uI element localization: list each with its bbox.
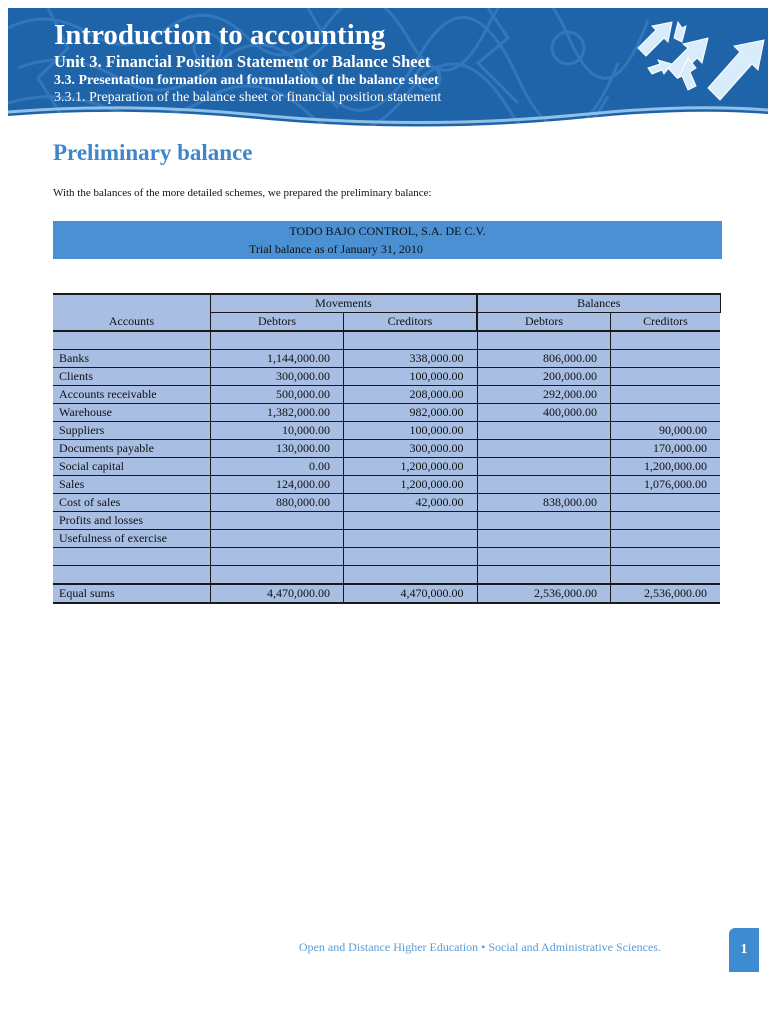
account-cell: Sales [53,476,211,494]
account-cell [53,331,211,350]
balances-debtors-cell [477,548,611,566]
movements-creditors-cell [344,548,478,566]
account-cell: Cost of sales [53,494,211,512]
balances-creditors-cell [611,368,721,386]
table-row [53,404,720,422]
table-row [53,566,720,585]
totals-row [53,584,720,603]
balances-debtors-cell [477,476,611,494]
movements-debtors-cell [211,548,344,566]
arrows-graphic-icon [608,8,768,108]
accounts-header: Accounts [53,294,211,331]
balances-debtors-cell [477,422,611,440]
account-cell: Clients [53,368,211,386]
movements-debtors-cell: 0.00 [211,458,344,476]
balances-creditors-cell: 170,000.00 [611,440,721,458]
account-cell: Accounts receivable [53,386,211,404]
table-row [53,440,720,458]
movements-creditors-cell: 4,470,000.00 [344,584,478,603]
trial-balance-date: Trial balance as of January 31, 2010 [249,242,423,256]
balances-creditors-cell: 90,000.00 [611,422,721,440]
movements-debtors-cell [211,566,344,585]
movements-debtors-cell [211,331,344,350]
balances-creditors-cell [611,512,721,530]
account-cell: Usefulness of exercise [53,530,211,548]
account-cell [53,548,211,566]
intro-paragraph: With the balances of the more detailed schemes, we prepared the preliminary balance: [53,187,432,199]
movements-creditors-cell [344,566,478,585]
page-heading: Preliminary balance [53,140,253,165]
section-title: 3.3. Presentation formation and formulation of the balance sheet [54,73,439,88]
table-row [53,458,720,476]
table-row [53,422,720,440]
balances-debtors-cell [477,512,611,530]
table-row [53,530,720,548]
balances-debtors-cell: 2,536,000.00 [477,584,611,603]
movements-debtors-cell: 4,470,000.00 [211,584,344,603]
balances-debtors-cell: 200,000.00 [477,368,611,386]
page-number: 1 [729,928,759,972]
table-row [53,476,720,494]
movements-creditors-cell [344,512,478,530]
account-cell: Documents payable [53,440,211,458]
account-cell: Suppliers [53,422,211,440]
movements-creditors-cell: 100,000.00 [344,422,478,440]
balances-creditors-header: Creditors [611,313,721,332]
subsection-title: 3.3.1. Preparation of the balance sheet or financial position statement [54,90,442,105]
movements-debtors-cell: 1,144,000.00 [211,350,344,368]
movements-creditors-cell: 338,000.00 [344,350,478,368]
table-row [53,331,720,350]
movements-debtors-header: Debtors [211,313,344,332]
movements-creditors-cell: 100,000.00 [344,368,478,386]
balances-debtors-cell [477,458,611,476]
balances-creditors-cell: 1,200,000.00 [611,458,721,476]
movements-creditors-cell: 208,000.00 [344,386,478,404]
table-row [53,512,720,530]
table-row [53,350,720,368]
table-row [53,494,720,512]
balances-debtors-cell [477,566,611,585]
document-title: Introduction to accounting [54,19,386,51]
banner-text [54,20,441,106]
balances-debtors-cell [477,440,611,458]
balances-creditors-cell: 1,076,000.00 [611,476,721,494]
movements-debtors-cell: 124,000.00 [211,476,344,494]
account-cell: Social capital [53,458,211,476]
balances-debtors-header: Debtors [477,313,611,332]
movements-debtors-cell: 1,382,000.00 [211,404,344,422]
account-cell: Equal sums [53,584,211,603]
balances-creditors-cell [611,386,721,404]
balances-creditors-cell [611,548,721,566]
account-cell: Profits and losses [53,512,211,530]
movements-debtors-cell: 130,000.00 [211,440,344,458]
table-row [53,548,720,566]
movements-debtors-cell [211,530,344,548]
balances-debtors-cell: 806,000.00 [477,350,611,368]
balances-creditors-cell [611,350,721,368]
balances-creditors-cell [611,494,721,512]
movements-creditors-header: Creditors [344,313,478,332]
balances-header: Balances [477,294,720,313]
balances-debtors-cell: 400,000.00 [477,404,611,422]
movements-debtors-cell: 880,000.00 [211,494,344,512]
balances-debtors-cell: 838,000.00 [477,494,611,512]
balances-creditors-cell [611,404,721,422]
balances-creditors-cell [611,530,721,548]
movements-creditors-cell [344,331,478,350]
movements-creditors-cell: 1,200,000.00 [344,476,478,494]
balances-creditors-cell: 2,536,000.00 [611,584,721,603]
balances-debtors-cell: 292,000.00 [477,386,611,404]
table-row [53,386,720,404]
header-banner [8,8,768,136]
account-cell: Banks [53,350,211,368]
account-cell: Warehouse [53,404,211,422]
company-header-box [53,221,722,259]
company-name: TODO BAJO CONTROL, S.A. DE C.V. [289,224,486,238]
table-row [53,368,720,386]
balances-debtors-cell [477,331,611,350]
footer-text: Open and Distance Higher Education • Social and Administrative Sciences. [298,940,661,954]
movements-creditors-cell [344,530,478,548]
movements-debtors-cell [211,512,344,530]
movements-creditors-cell: 300,000.00 [344,440,478,458]
movements-debtors-cell: 10,000.00 [211,422,344,440]
balances-debtors-cell [477,530,611,548]
movements-creditors-cell: 1,200,000.00 [344,458,478,476]
movements-creditors-cell: 982,000.00 [344,404,478,422]
trial-balance-table [53,293,721,604]
account-cell [53,566,211,585]
movements-creditors-cell: 42,000.00 [344,494,478,512]
balances-creditors-cell [611,331,721,350]
movements-header: Movements [211,294,478,313]
unit-title: Unit 3. Financial Position Statement or Balance Sheet [54,52,431,71]
movements-debtors-cell: 500,000.00 [211,386,344,404]
movements-debtors-cell: 300,000.00 [211,368,344,386]
balances-creditors-cell [611,566,721,585]
